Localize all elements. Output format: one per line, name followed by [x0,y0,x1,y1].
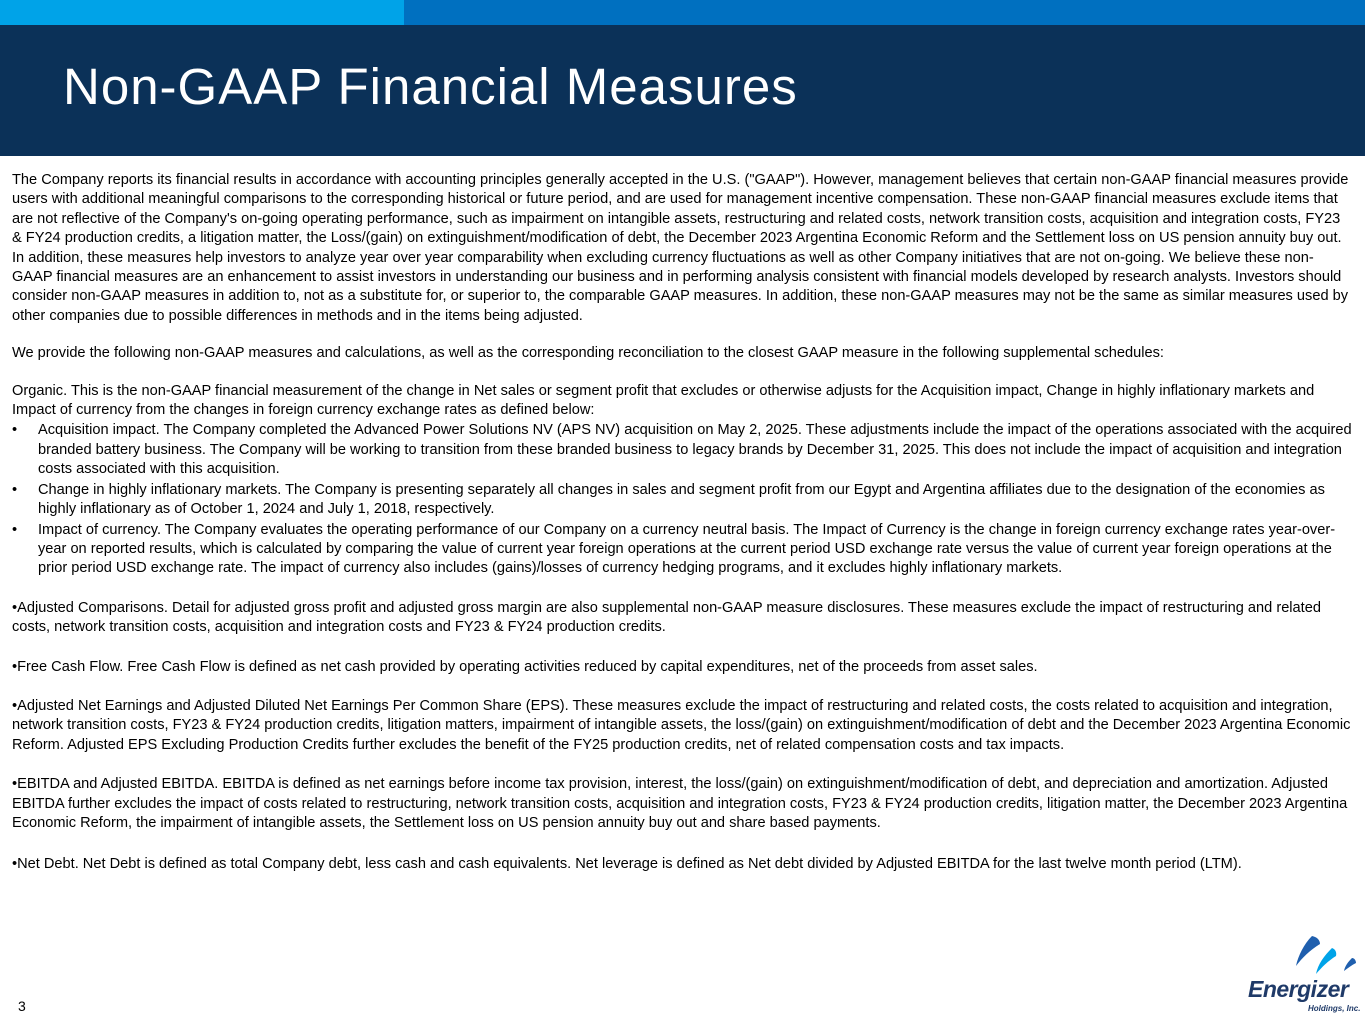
provide-paragraph: We provide the following non-GAAP measures and calculations, as well as the corresponding reconciliation to the closest GAAP measure in the following supplemental schedules: [12,345,1164,362]
bullet-inflationary-markets: Change in highly inflationary markets. The Company is presenting separately all changes in sales and segment profit from our Egypt and Argentina affiliates due to the designation of the economies as highly inflationary as of October 1, 2024 and July 1, 2018, respectively. [38,481,1325,518]
list-item [12,521,1352,579]
page-title: Non-GAAP Financial Measures [63,58,798,115]
intro-paragraph: The Company reports its financial results in accordance with accounting principles generally accepted in the U.S. ("GAAP"). However, management believes that certain non-GAAP financial measures provide users with additional meaningful comparisons to the corresponding historical or future period, and are used for management incentive compensation. These non-GAAP financial measures exclude items that are not reflective of the Company's on-going operating performance, such as impairment on intangible assets, restructuring and related costs, network transition costs, acquisition and integration costs, FY23 & FY24 production credits, a litigation matter, the Loss/(gain) on extinguishment/modification of debt, the December 2023 Argentina Economic Reform and the Settlement loss on US pension annuity buy out. In addition, these measures help investors to analyze year over year comparability when excluding currency fluctuations as well as other Company initiatives that are not on-going. We believe these non-GAAP financial measures are an enhancement to assist investors in understanding our business and in performing analysis consistent with financial models developed by research analysts. Investors should consider non-GAAP measures in addition to, not as a substitute for, or superior to, the comparable GAAP measures. In addition, these non-GAAP measures may not be the same as similar measures used by other companies due to possible differences in methods and in the items being adjusted. [12,172,1349,324]
company-logo [1244,934,1360,1016]
bullet-glyph: • [12,521,18,538]
adjusted-net-earnings-paragraph: •Adjusted Net Earnings and Adjusted Diluted Net Earnings Per Common Share (EPS). These measures exclude the impact of restructuring and related costs, the costs related to acquisition and integration, network transition costs, FY23 & FY24 production credits, litigation matters, impairment of intangible assets, the loss/(gain) on extinguishment/modification of debt and the December 2023 Argentina Economic Reform. Adjusted EPS Excluding Production Credits further excludes the benefit of the FY25 production credits, net of related compensation costs and tax impacts. [12,697,1351,753]
top-accent-bar [0,0,1365,25]
logo-wordmark: Energizer [1248,976,1349,1002]
bullet-glyph: • [12,422,18,439]
bullet-impact-of-currency: Impact of currency. The Company evaluates the operating performance of our Company on a currency neutral basis. The Impact of Currency is the change in foreign currency exchange rates year-over-year on reported results, which is calculated by comparing the value of current year foreign operations at the current period USD exchange rate versus the value of current year foreign operations at the prior period USD exchange rate. The impact of currency also includes (gains)/losses of currency hedging programs, and it excludes highly inflationary markets. [38,521,1336,577]
free-cash-flow-paragraph: •Free Cash Flow. Free Cash Flow is defined as net cash provided by operating activities reduced by capital expenditures, net of the proceeds from asset sales. [12,658,1038,675]
bullet-acquisition-impact: Acquisition impact. The Company completed the Advanced Power Solutions NV (APS NV) acquisition on May 2, 2025. These adjustments include the impact of the operations associated with the acquired branded battery business. The Company will be working to transition from these branded business to legacy brands by December 31, 2025. This does not include the impact of acquisition and integration costs associated with this acquisition. [38,422,1352,478]
logo-mark-icon [1290,934,1360,978]
title-banner [0,25,1365,156]
bullet-glyph: • [12,481,18,498]
net-debt-paragraph: •Net Debt. Net Debt is defined as total Company debt, less cash and cash equivalents. Net leverage is defined as Net debt divided by Adjusted EBITDA for the last twelve month period (LTM). [12,856,1242,873]
page-number: 3 [18,998,26,1014]
organic-bullet-list [12,421,1352,578]
logo-subtext: Holdings, Inc. [1308,1004,1361,1013]
slide-body [12,171,1352,875]
ebitda-paragraph: •EBITDA and Adjusted EBITDA. EBITDA is defined as net earnings before income tax provision, interest, the loss/(gain) on extinguishment/modification of debt, and depreciation and amortization. Adjusted EBITDA further excludes the impact of costs related to restructuring, network transition costs, acquisition and integration costs, FY23 & FY24 production credits, litigation matter, the December 2023 Argentina Economic Reform, the impairment of intangible assets, the Settlement loss on US pension annuity buy out and share based payments. [12,776,1348,831]
adjusted-comparisons-paragraph: •Adjusted Comparisons. Detail for adjusted gross profit and adjusted gross margin are also supplemental non-GAAP measure disclosures. These measures exclude the impact of restructuring and related costs, network transition costs, acquisition and integration costs and FY23 & FY24 production credits. [12,599,1321,636]
organic-paragraph: Organic. This is the non-GAAP financial measurement of the change in Net sales or segment profit that excludes or otherwise adjusts for the Acquisition impact, Change in highly inflationary markets and Impact of currency from the changes in foreign currency exchange rates as defined below: [12,382,1315,419]
list-item [12,421,1352,479]
top-accent-bar-highlight [0,0,404,25]
list-item [12,481,1352,520]
